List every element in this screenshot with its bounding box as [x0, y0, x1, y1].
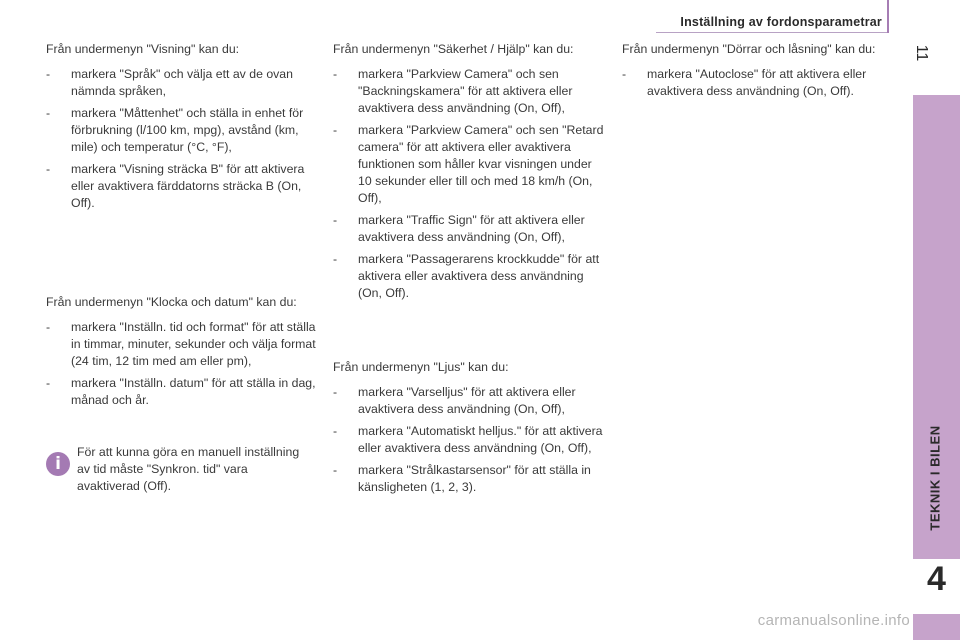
- header-title: Inställning av fordonsparametrar: [680, 15, 882, 29]
- dash-bullet: -: [333, 123, 338, 137]
- list-item: [333, 212, 608, 246]
- section-intro: Från undermenyn "Säkerhet / Hjälp" kan du:: [333, 42, 574, 56]
- dash-bullet: -: [333, 463, 338, 477]
- list-item: [333, 462, 608, 496]
- list-item: [333, 66, 608, 117]
- list-item-text: markera "Parkview Camera" och sen "Retard camera" för att aktivera eller avaktivera funktionen som håller kvar visningen under 10 sekunder eller till och med 18 km/h (On, Off),: [358, 123, 604, 205]
- column-1-section-clock: [46, 294, 318, 414]
- list-item: [46, 375, 318, 409]
- dash-bullet: -: [622, 67, 627, 81]
- list-item-text: markera "Måttenhet" och ställa in enhet för förbrukning (l/100 km, mpg), avstånd (km, mile) och temperatur (°C, °F),: [71, 106, 304, 154]
- list-item-text: markera "Passagerarens krockkudde" för att aktivera eller avaktivera dess användning (On, Off).: [358, 252, 600, 300]
- list-item: [333, 384, 608, 418]
- list-item-text: markera "Parkview Camera" och sen "Backningskamera" för att aktivera eller avaktivera dess användning (On, Off),: [358, 67, 573, 115]
- list-item: [333, 423, 608, 457]
- column-3-section-doors: [622, 41, 894, 105]
- list-item: [46, 161, 318, 212]
- section-intro: Från undermenyn "Dörrar och låsning" kan du:: [622, 42, 876, 56]
- info-icon: i: [46, 452, 70, 476]
- dash-bullet: -: [46, 162, 51, 176]
- list-item-text: markera "Språk" och välja ett av de ovan nämnda språken,: [71, 67, 293, 98]
- dash-bullet: -: [333, 252, 338, 266]
- dash-bullet: -: [46, 106, 51, 120]
- bullet-list: [333, 66, 608, 302]
- chapter-side-tab-label: TEKNIK I BILEN: [927, 425, 943, 531]
- list-item-text: markera "Inställn. datum" för att ställa in dag, månad och år.: [71, 376, 316, 407]
- section-intro: Från undermenyn "Ljus" kan du:: [333, 360, 509, 374]
- column-1-section-display: [46, 41, 318, 217]
- dash-bullet: -: [46, 376, 51, 390]
- watermark-text: carmanualsonline.info: [757, 612, 910, 629]
- bullet-list: [46, 319, 318, 409]
- section-intro: Från undermenyn "Visning" kan du:: [46, 42, 240, 56]
- list-item-text: markera "Varselljus" för att aktivera eller avaktivera dess användning (On, Off),: [358, 385, 576, 416]
- list-item-text: markera "Autoclose" för att aktivera eller avaktivera dess användning (On, Off).: [647, 67, 867, 98]
- list-item-text: markera "Visning sträcka B" för att aktivera eller avaktivera färddatorns sträcka B (On, Off).: [71, 162, 305, 210]
- dash-bullet: -: [333, 67, 338, 81]
- dash-bullet: -: [46, 320, 51, 334]
- header-tick-mark: [887, 0, 889, 33]
- list-item-text: markera "Traffic Sign" för att aktivera eller avaktivera dess användning (On, Off),: [358, 213, 585, 244]
- bullet-list: [46, 66, 318, 212]
- list-item: [46, 105, 318, 156]
- info-note: [42, 444, 312, 495]
- dash-bullet: -: [333, 424, 338, 438]
- info-note-text: För att kunna göra en manuell inställning av tid måste "Synkron. tid" vara avaktiverad (Off).: [77, 445, 300, 493]
- list-item-text: markera "Strålkastarsensor" för att ställa in känsligheten (1, 2, 3).: [358, 463, 591, 494]
- list-item-text: markera "Automatiskt helljus." för att aktivera eller avaktivera dess användning (On, Off),: [358, 424, 603, 455]
- list-item: [333, 122, 608, 207]
- page-number: 11: [913, 44, 930, 62]
- list-item: [333, 251, 608, 302]
- bullet-list: [622, 66, 894, 100]
- section-intro: Från undermenyn "Klocka och datum" kan du:: [46, 295, 297, 309]
- dash-bullet: -: [333, 213, 338, 227]
- chapter-number: 4: [927, 560, 946, 598]
- dash-bullet: -: [46, 67, 51, 81]
- list-item: [622, 66, 894, 100]
- header-rule: [656, 32, 887, 33]
- list-item: [46, 319, 318, 370]
- bullet-list: [333, 384, 608, 496]
- list-item-text: markera "Inställn. tid och format" för att ställa in timmar, minuter, sekunder och välja format (24 tim, 12 tim med am eller pm),: [71, 320, 316, 368]
- dash-bullet: -: [333, 385, 338, 399]
- column-2-section-lights: [333, 359, 608, 501]
- column-2-section-safety: [333, 41, 608, 307]
- list-item: [46, 66, 318, 100]
